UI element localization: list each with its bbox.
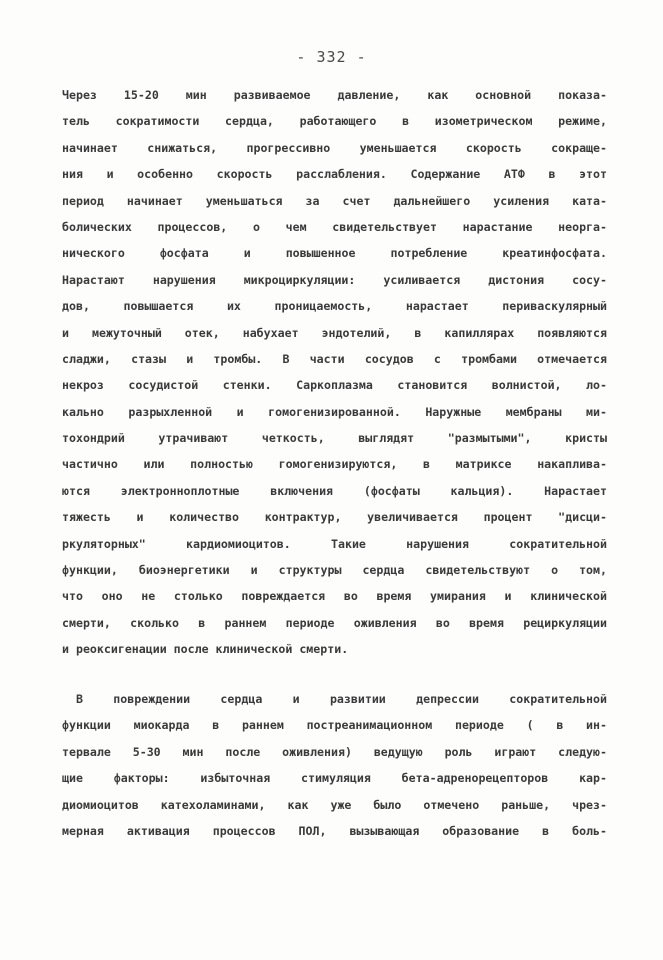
text-line: период начинает уменьшаться за счет дальнейшего усиления ката-	[62, 193, 607, 208]
text-line: щие факторы: избыточная стимуляция бета-адренорецепторов кар-	[62, 771, 607, 786]
text-line: тель сократимости сердца, работающего в изометрическом режиме,	[62, 114, 607, 129]
text-line: В повреждении сердца и развитии депрессии сократительной	[76, 692, 607, 706]
text-line: смерти, сколько в раннем периоде оживления во время рециркуляции	[62, 615, 607, 630]
text-line: функции, биоэнергетики и структуры сердца свидетельствуют о том,	[62, 563, 607, 578]
text-line: кально разрыхленной и гомогенизированной. Наружные мембраны ми-	[62, 404, 607, 419]
text-line: болических процессов, о чем свидетельствует нарастание неорга-	[62, 219, 607, 234]
text-line: некроз сосудистой стенки. Саркоплазма становится волнистой, ло-	[62, 378, 607, 393]
text-line: тохондрий утрачивают четкость, выглядят "размытыми", кристы	[62, 431, 607, 446]
page-number: - 332 -	[296, 48, 367, 66]
text-line: тяжесть и количество контрактур, увеличивается процент "дисци-	[62, 510, 607, 525]
text-line: начинает снижаться, прогрессивно уменьшается скорость сокраще-	[62, 140, 607, 155]
text-line: и межуточный отек, набухает эндотелий, в капиллярах появляются	[62, 325, 607, 340]
text-line: ются электронноплотные включения (фосфаты кальция). Нарастает	[62, 483, 607, 498]
paragraph-2	[62, 686, 607, 844]
text-line: тервале 5-30 мин после оживления) ведущую роль играют следую-	[62, 744, 607, 759]
text-line: частично или полностью гомогенизируются, в матриксе накаплива-	[62, 457, 607, 472]
text-line: Через 15-20 мин развиваемое давление, как основной показа-	[62, 88, 607, 102]
text-line: сладжи, стазы и тромбы. В части сосудов с тромбами отмечается	[62, 351, 607, 366]
text-line: что оно не столько повреждается во время умирания и клинической	[62, 589, 607, 604]
text-line: нического фосфата и повышенное потребление креатинфосфата.	[62, 246, 607, 261]
text-line: дов, повышается их проницаемость, нарастает периваскулярный	[62, 299, 607, 314]
text-line: ркуляторных" кардиомиоцитов. Такие нарушения сократительной	[62, 536, 607, 551]
text-line: мерная активация процессов ПОЛ, вызывающая образование в боль-	[62, 823, 607, 838]
text-line: функции миокарда в раннем постреанимационном периоде ( в ин-	[62, 718, 607, 733]
paragraph-1	[62, 82, 607, 663]
text-line: и реоксигенации после клинической смерти.	[62, 642, 349, 657]
text-line: ния и особенно скорость расслабления. Содержание АТФ в этот	[62, 167, 607, 182]
text-line: Нарастают нарушения микроциркуляции: усиливается дистония сосу-	[62, 272, 607, 287]
text-line: диомиоцитов катехоламинами, как уже было отмечено раньше, чрез-	[62, 797, 607, 812]
